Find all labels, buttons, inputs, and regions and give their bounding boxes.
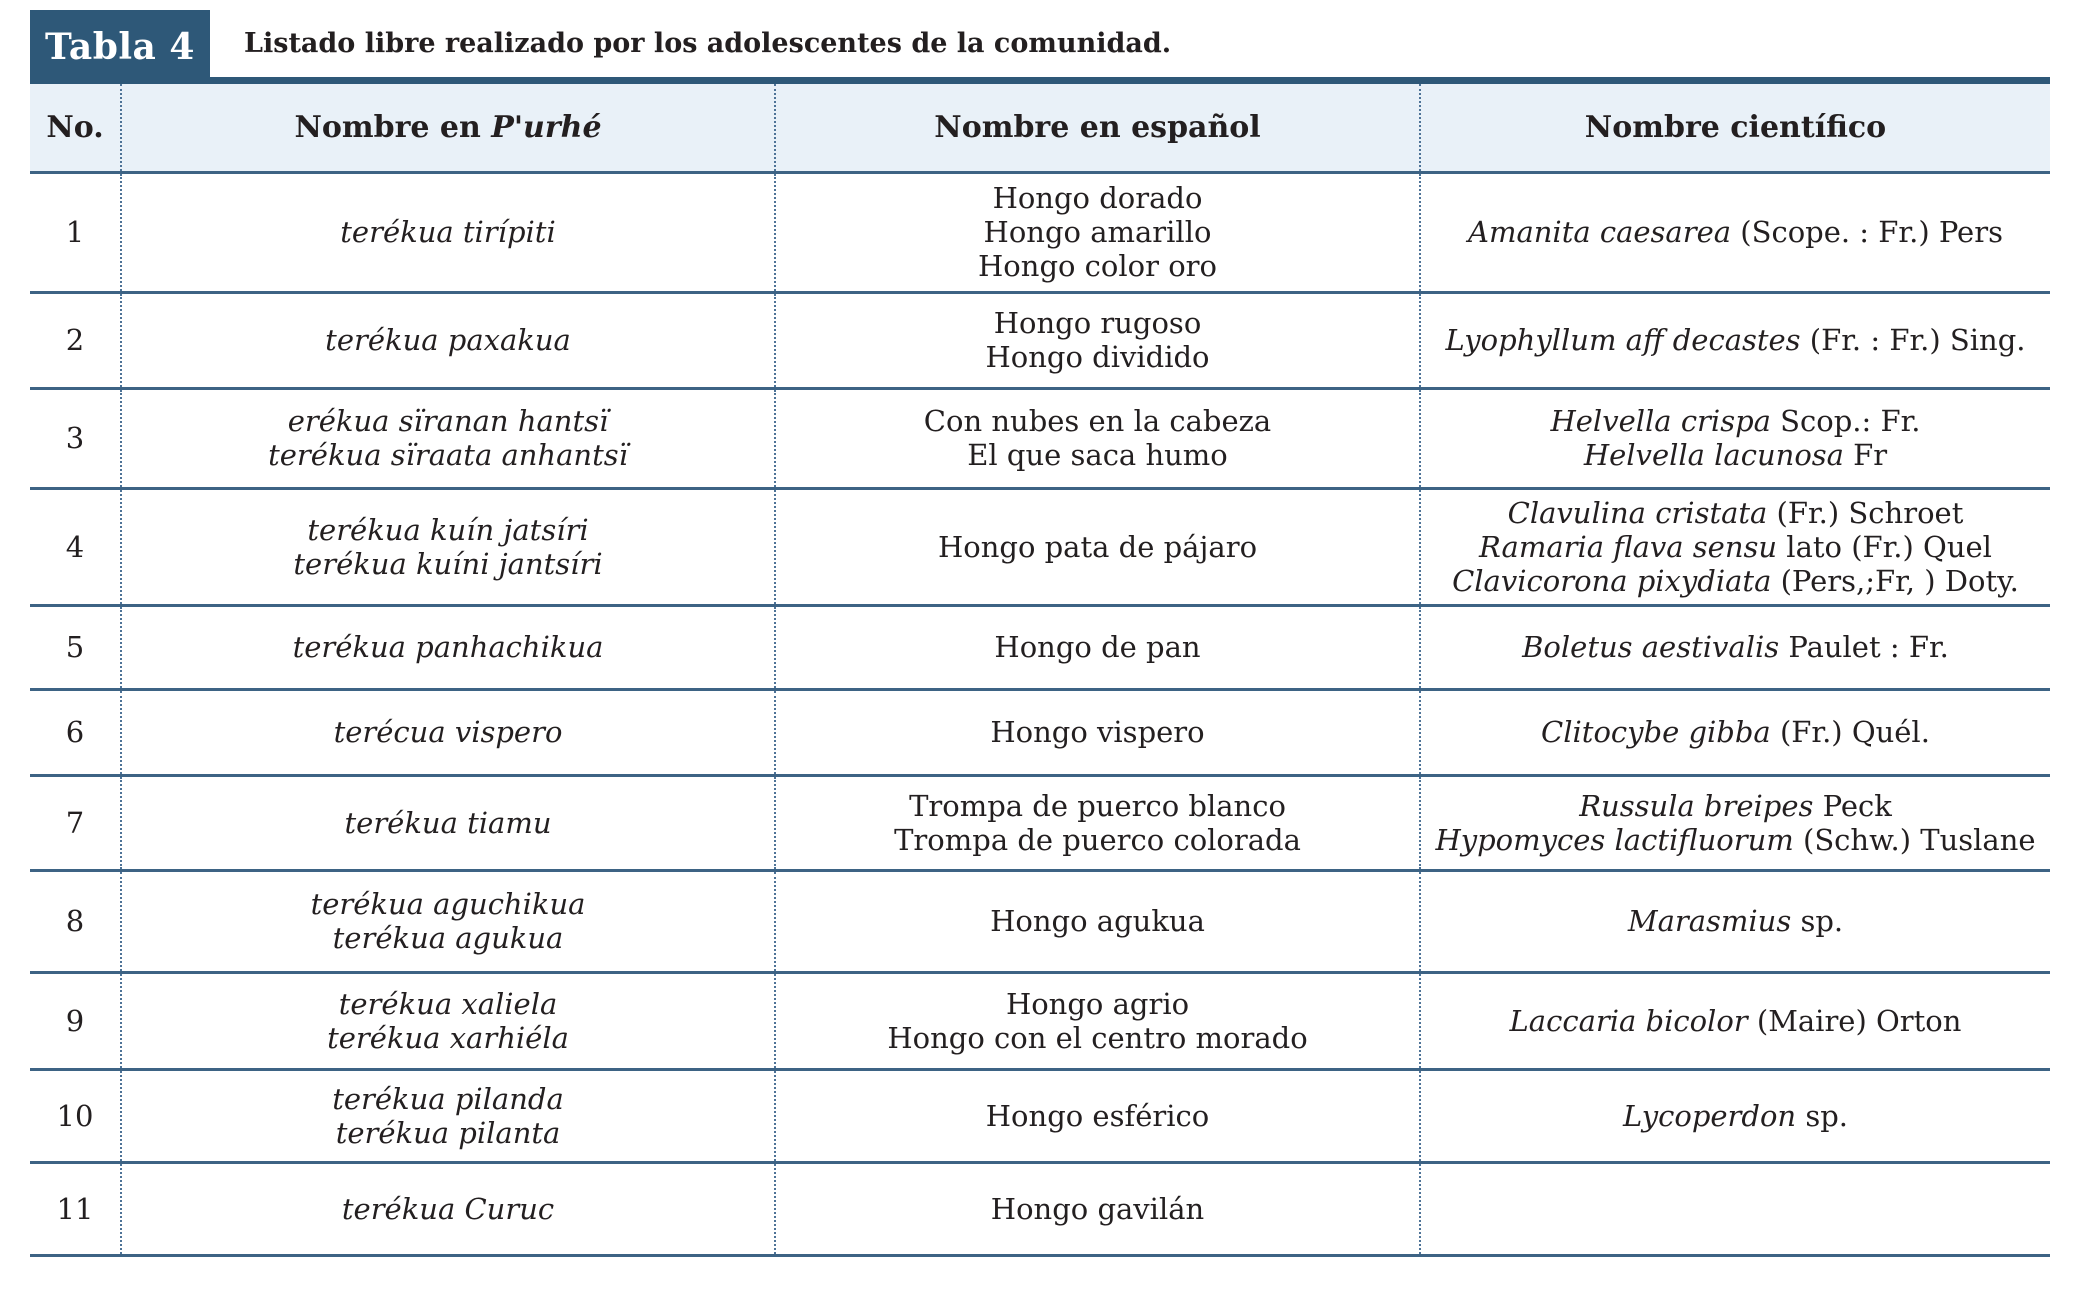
cell-spanish-name (775, 775, 1420, 870)
species-table (30, 84, 2050, 1257)
scientific-name-line (1431, 496, 2040, 530)
spanish-name-line: Hongo agrio (1005, 986, 1190, 1021)
purhe-name-line: terékua tirípiti (340, 215, 556, 249)
purhe-name-line: terékua aguchikua (310, 887, 586, 921)
text-run: (Maire) Orton (1747, 1003, 1962, 1038)
scientific-name-line (1431, 904, 2040, 938)
purhe-name-line: terékua Curuc (341, 1191, 555, 1226)
italic-text-run: Hypomyces lactifluorum (1435, 822, 1794, 857)
cell-purhe-name (121, 172, 775, 292)
cell-scientific-name (1420, 172, 2050, 292)
spanish-name-line: Con nubes en la cabeza (923, 404, 1272, 438)
purhe-name-line: terékua tiamu (344, 805, 552, 840)
cell-purhe-name (121, 972, 775, 1069)
spanish-name-line: Hongo pata de pájaro (937, 529, 1258, 564)
italic-text-run: Lyophyllum aff decastes (1445, 323, 1801, 357)
text-run: Scop.: Fr. (1770, 404, 1921, 438)
purhe-name-line: terékua xarhiéla (327, 1020, 569, 1055)
italic-text-run: Boletus aestivalis (1522, 630, 1780, 664)
table-header-row (30, 84, 2050, 172)
text-run: sp. (1791, 904, 1844, 938)
spanish-name-line: Hongo esférico (985, 1098, 1210, 1133)
italic-text-run: Clavicorona pixydiata (1452, 563, 1772, 598)
col-header-no: No. (46, 109, 104, 145)
cell-purhe-name (121, 870, 775, 972)
cell-spanish-name (775, 870, 1420, 972)
italic-text-run: Marasmius (1627, 904, 1792, 938)
text-run: Peck (1813, 788, 1892, 823)
table-row (30, 172, 2050, 292)
italic-text-run: Amanita caesarea (1468, 215, 1732, 249)
cell-scientific-name (1420, 388, 2050, 488)
scientific-name-line (1431, 630, 2040, 664)
table-row (30, 870, 2050, 972)
col-header-espanol: Nombre en español (775, 84, 1420, 172)
table-row (30, 605, 2050, 689)
cell-number: 10 (56, 1098, 94, 1133)
cell-spanish-name (775, 172, 1420, 292)
cell-scientific-name (1420, 689, 2050, 775)
table-top-rule (30, 77, 2050, 84)
cell-scientific-name (1420, 292, 2050, 388)
table-row (30, 388, 2050, 488)
purhe-name-line: terékua xaliela (338, 986, 558, 1021)
text-run: lato (Fr.) Quel (1777, 529, 1992, 564)
cell-scientific-name (1420, 488, 2050, 605)
table-row (30, 1162, 2050, 1255)
purhe-name-line: terékua pilanta (335, 1115, 561, 1150)
purhe-name-line: terékua pilanda (332, 1081, 564, 1116)
scientific-name-line (1431, 1099, 2040, 1133)
purhe-name-line: erékua sïranan hantsï (287, 404, 609, 438)
cell-spanish-name (775, 605, 1420, 689)
cell-purhe-name (121, 689, 775, 775)
cell-number: 8 (65, 904, 85, 938)
cell-number: 5 (65, 630, 85, 664)
cell-scientific-name (1420, 972, 2050, 1069)
cell-number: 4 (65, 529, 85, 564)
cell-spanish-name (775, 488, 1420, 605)
spanish-name-line: Hongo amarillo (983, 215, 1212, 249)
table-row (30, 292, 2050, 388)
cell-spanish-name (775, 972, 1420, 1069)
cell-spanish-name (775, 292, 1420, 388)
purhe-name-line: terékua paxakua (325, 323, 571, 357)
italic-text-run: Helvella lacunosa (1583, 438, 1844, 472)
scientific-name-line (1431, 215, 2040, 249)
table-4-area (30, 77, 2050, 1257)
cell-purhe-name (121, 388, 775, 488)
table-row (30, 689, 2050, 775)
table-body (30, 172, 2050, 1255)
cell-purhe-name (121, 775, 775, 870)
scientific-name-line (1431, 323, 2040, 357)
text-run: Fr (1843, 438, 1888, 472)
scientific-name-line (1431, 438, 2040, 472)
spanish-name-line: Trompa de puerco blanco (909, 788, 1286, 823)
purhe-name-line: terékua panhachikua (292, 630, 604, 664)
cell-purhe-name (121, 488, 775, 605)
table-caption: Listado libre realizado por los adolescentes de la comunidad. (244, 28, 1172, 59)
cell-spanish-name (775, 1162, 1420, 1255)
spanish-name-line: Trompa de puerco colorada (894, 822, 1301, 857)
purhe-name-line: terékua agukua (332, 921, 564, 955)
col-header-purhe (121, 84, 775, 172)
text-run: sp. (1796, 1098, 1848, 1133)
cell-spanish-name (775, 689, 1420, 775)
table-row (30, 775, 2050, 870)
scientific-name-line (1431, 823, 2040, 857)
cell-number: 6 (65, 715, 85, 749)
italic-text-run: Russula breipes (1579, 788, 1814, 823)
italic-text-run: P'urhé (491, 109, 602, 145)
italic-text-run: Clitocybe gibba (1541, 715, 1771, 749)
cell-number: 11 (56, 1191, 94, 1226)
scientific-name-line (1431, 789, 2040, 823)
text-run: Nombre en (294, 109, 492, 145)
table-label: Tabla 4 (45, 26, 195, 68)
scientific-name-line (1431, 404, 2040, 438)
spanish-name-line: Hongo vispero (990, 715, 1205, 749)
purhe-name-line: terécua vispero (333, 715, 563, 749)
cell-number: 2 (65, 323, 85, 357)
cell-scientific-name (1420, 870, 2050, 972)
purhe-name-line: terékua kuín jatsíri (307, 512, 589, 547)
text-run: (Fr. : Fr.) Sing. (1800, 323, 2026, 357)
cell-number: 9 (65, 1003, 85, 1038)
text-run: (Fr.) Quél. (1770, 715, 1930, 749)
cell-purhe-name (121, 1069, 775, 1162)
cell-scientific-name (1420, 1069, 2050, 1162)
italic-text-run: Ramaria flava sensu (1479, 529, 1778, 564)
text-run: (Schw.) Tuslane (1793, 822, 2036, 857)
italic-text-run: Laccaria bicolor (1509, 1003, 1748, 1038)
cell-number: 3 (65, 421, 85, 455)
cell-purhe-name (121, 1162, 775, 1255)
spanish-name-line: Hongo agukua (990, 904, 1205, 938)
spanish-name-line: Hongo gavilán (990, 1191, 1205, 1226)
table-row (30, 488, 2050, 605)
purhe-name-line: terékua sïraata anhantsï (268, 438, 628, 472)
italic-text-run: Clavulina cristata (1507, 495, 1768, 530)
cell-spanish-name (775, 1069, 1420, 1162)
col-header-cientifico: Nombre científico (1420, 84, 2050, 172)
spanish-name-line: Hongo de pan (994, 630, 1201, 664)
table-row (30, 1069, 2050, 1162)
italic-text-run: Helvella crispa (1550, 404, 1771, 438)
spanish-name-line: Hongo rugoso (993, 306, 1202, 340)
cell-purhe-name (121, 605, 775, 689)
spanish-name-line: Hongo dividido (985, 340, 1210, 374)
cell-scientific-name (1420, 605, 2050, 689)
scientific-name-line (1431, 1004, 2040, 1038)
cell-spanish-name (775, 388, 1420, 488)
table-row (30, 972, 2050, 1069)
cell-number: 1 (65, 215, 85, 249)
table-label-tab (30, 10, 210, 84)
scientific-name-line (1431, 564, 2040, 598)
cell-purhe-name (121, 292, 775, 388)
cell-scientific-name (1420, 1162, 2050, 1255)
cell-number: 7 (65, 805, 85, 840)
cell-scientific-name (1420, 775, 2050, 870)
text-run: Paulet : Fr. (1779, 630, 1949, 664)
text-run: (Fr.) Schroet (1767, 495, 1964, 530)
scientific-name-line (1431, 715, 2040, 749)
spanish-name-line: Hongo color oro (978, 249, 1217, 283)
text-run: (Pers,;Fr, ) Doty. (1771, 563, 2019, 598)
purhe-name-line: terékua kuíni jantsíri (293, 546, 603, 581)
italic-text-run: Lycoperdon (1622, 1098, 1797, 1133)
scientific-name-line (1431, 530, 2040, 564)
spanish-name-line: Hongo con el centro morado (887, 1020, 1308, 1055)
text-run: (Scope. : Fr.) Pers (1731, 215, 2003, 249)
spanish-name-line: Hongo dorado (992, 181, 1203, 215)
spanish-name-line: El que saca humo (967, 438, 1228, 472)
